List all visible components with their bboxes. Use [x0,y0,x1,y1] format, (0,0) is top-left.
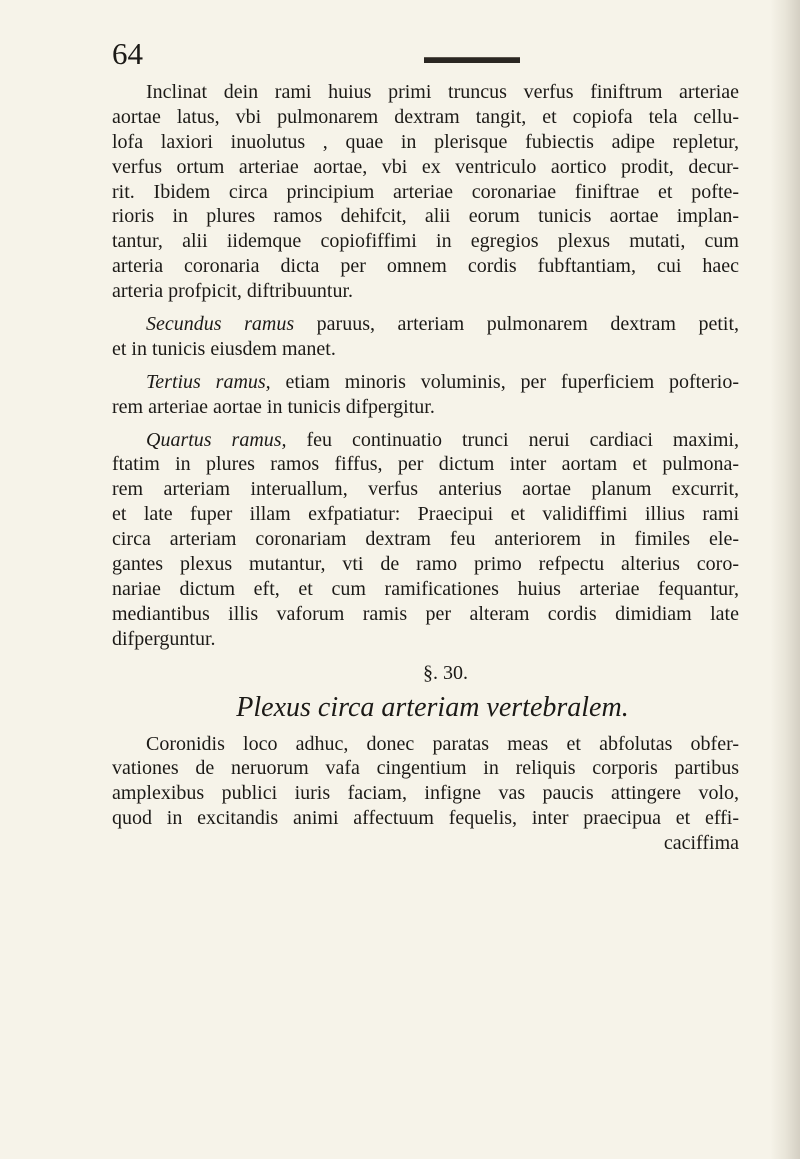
text-line: quod in excitandis animi affectuum fequelis, inter praecipua et effi- [112,807,739,830]
text-line: arteria coronaria dicta per omnem cordis fubftantiam, cui haec [112,255,739,278]
text-line: arteria profpicit, diftribuuntur. [112,280,354,303]
text-line: ftatim in plures ramos fiffus, per dictum inter aortam et pulmona- [112,453,739,476]
text-line: Coronidis loco adhuc, donec paratas meas et abfolutas obfer- [146,732,739,755]
text-line: et in tunicis eiusdem manet. [112,337,336,360]
page-number: 64 [112,36,143,71]
text-line: difperguntur. [112,627,216,650]
header-rule [424,57,520,63]
text-line: rem arteriae aortae in tunicis difpergitur. [112,395,435,418]
paragraph-4 [112,428,739,652]
text-line: lofa laxiori inuolutus , quae in plerisque fubiectis adipe repletur, [112,130,739,153]
paragraph-2 [112,312,739,362]
text-line: vationes de neruorum vafa cingentium in reliquis corporis partibus [112,757,739,780]
text-line: rem arteriam interuallum, verfus anterius aortae planum excurrit, [112,478,739,501]
text-line: tantur, alii iidemque copiofiffimi in egregios plexus mutati, cum [112,230,739,253]
text-line: aortae latus, vbi pulmonarem dextram tangit, et copiofa tela cellu- [112,105,739,128]
section-number: §. 30. [423,661,468,684]
text-line: Quartus ramus, feu continuatio trunci nerui cardiaci maximi, [146,428,739,451]
text-line: nariae dictum eft, et cum ramificationes huius arteriae fequantur, [112,577,739,600]
text-line: rioris in plures ramos dehifcit, alii eorum tunicis aortae implan- [112,205,739,228]
section-heading: Plexus circa arteriam vertebralem. [236,691,629,723]
text-line: gantes plexus mutantur, vti de ramo primo refpectu alterius coro- [112,553,739,576]
catchword: caciffima [663,832,739,855]
paragraph-5 [112,732,739,856]
paragraph-lead: Tertius ramus, [146,370,271,393]
body-text [112,80,739,856]
paragraph-3 [112,370,739,420]
text-line: et late fuper illam exfpatiatur: Praecipui et validiffimi illius rami [112,503,739,526]
text-line: verfus ortum arteriae aortae, vbi ex ventriculo aortico prodit, decur- [112,155,739,178]
text-line: rit. Ibidem circa principium arteriae coronariae finiftrae et pofte- [112,180,739,203]
text-line: amplexibus publici iuris faciam, infigne vas paucis attingere volo, [112,782,739,805]
text-line: mediantibus illis vaforum ramis per alteram cordis dimidiam late [112,602,739,625]
text-line: circa arteriam coronariam dextram feu anteriorem in fimiles ele- [112,528,739,551]
paragraph-lead: Secundus ramus [146,313,295,336]
text-line: Tertius ramus, etiam minoris voluminis, per fuperficiem pofterio- [146,370,739,393]
text-line: Inclinat dein rami huius primi truncus verfus finiftrum arteriae [146,81,739,103]
paragraph-1 [112,80,739,304]
text-line: Secundus ramus paruus, arteriam pulmonarem dextram petit, [146,313,739,336]
paragraph-lead: Quartus ramus, [146,428,287,451]
